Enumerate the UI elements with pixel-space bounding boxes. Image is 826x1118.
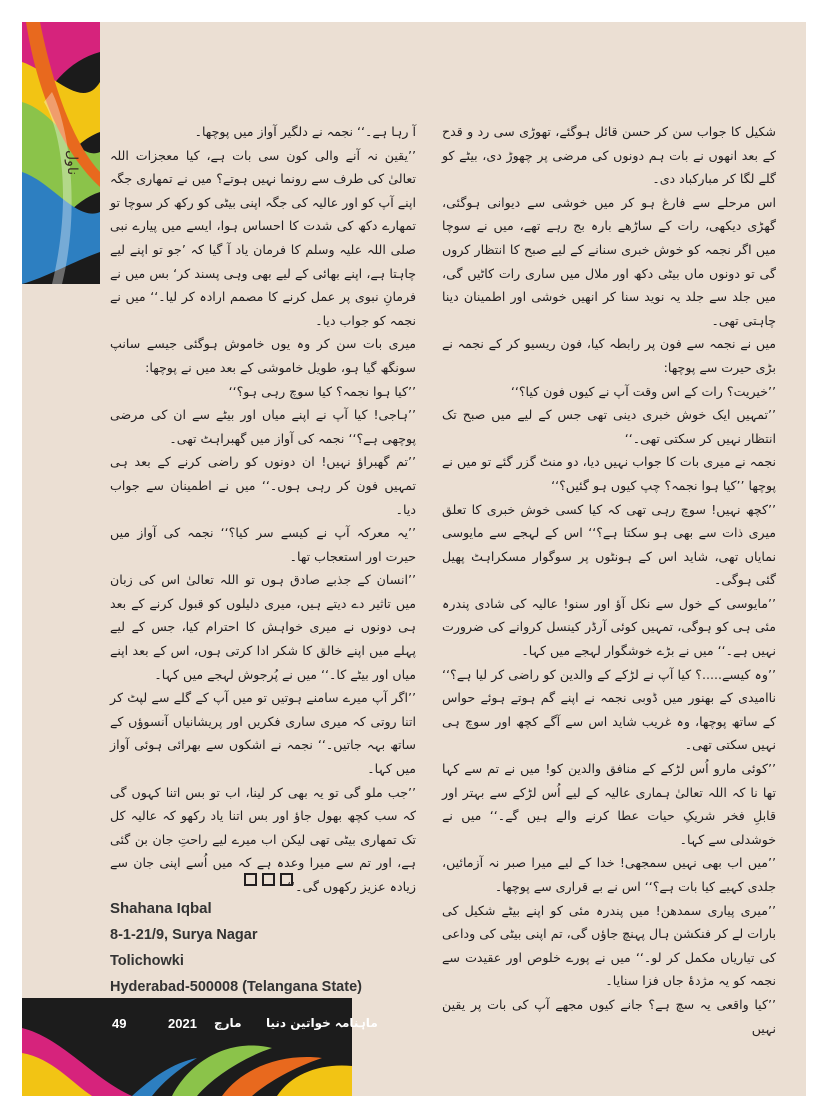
paragraph: ’’میں اب بھی نہیں سمجھی! خدا کے لیے میرا صبر نہ آزمائیں، جلدی کہیے کیا بات ہے؟‘‘ اس نے بے قراری سے پوچھا۔ [442,855,776,894]
paragraph: ’’تمہیں ایک خوش خبری دینی تھی جس کے لیے میں صبح تک انتظار نہیں کر سکتی تھی۔‘‘ [442,407,776,446]
square-icon [280,873,293,886]
decorative-swirl-top [22,22,100,284]
paragraph: ’’خیریت؟ رات کے اس وقت آپ نے کیوں فون کیا؟‘‘ [510,383,776,399]
article-column-right [442,120,776,1040]
paragraph: میں نے نجمہ سے فون پر رابطہ کیا، فون ریسیو کر کے نجمہ نے بڑی حیرت سے پوچھا: [442,336,776,375]
square-icon [262,873,275,886]
author-byline [110,896,400,1000]
paragraph: ’’مایوسی کے خول سے نکل آؤ اور سنو! عالیہ کی شادی پندرہ مئی ہی کو ہوگی، تمہیں کوئی آرڈر کینسل کروانے کی ضرورت نہیں ہے۔‘‘ میں نے بڑے خوشگوار لہجے میں کہا۔ [442,595,776,659]
paragraph: ’’اگر آپ میرے سامنے ہوتیں تو میں آپ کے گلے سے لپٹ کر اتنا روتی کہ میری ساری فکریں اور پریشانیاں آنسوؤں کے ساتھ بہہ جاتیں۔‘‘ نجمہ نے اشکوں سے بھرائی ہوئی آواز میں کہا۔ [110,690,416,777]
paragraph: ’’کچھ نہیں! سوچ رہی تھی کہ کیا کسی خوش خبری کا تعلق میری ذات سے بھی ہو سکتا ہے؟‘‘ اس کے لہجے سے مایوسی نمایاں تھی، شاید اس کے ہونٹوں پر سوگوار مسکراہٹ پھیل گئی ہوگی۔ [442,501,776,588]
paragraph: ’’یہ معرکہ آپ نے کیسے سر کیا؟‘‘ نجمہ کی آواز میں حیرت اور استعجاب تھا۔ [110,525,416,564]
paragraph: میری بات سن کر وہ یوں خاموش ہوگئی جیسے سانپ سونگھ گیا ہو، طویل خاموشی کے بعد میں نے پوچھا: [110,336,416,375]
paragraph: شکیل کا جواب سن کر حسن قائل ہوگئے، تھوڑی سی رد و قدح کے بعد انھوں نے بات ہم دونوں کی مرضی پر چھوڑ دی، بیٹے کو گلے لگا کر مبارکباد دی۔ [442,124,776,187]
section-label: ناول [64,150,80,176]
paragraph: ’’جب ملو گی تو یہ بھی کر لینا، اب تو بس اتنا کہوں گی کہ سب کچھ بھول جاؤ اور بس اتنا یاد رکھو کہ عالیہ کل تک تمھاری بیٹی تھی لیکن اب میرے لیے راحتِ جان بن گئی ہے، اور تم سے میرا وعدہ ہے کہ میں اُسے اپنی جان سے زیادہ عزیز رکھوں گی۔‘‘ [110,784,416,894]
issue-year: 2021 [168,1016,197,1031]
paragraph: ’’وہ کیسے.....؟ کیا آپ نے لڑکے کے والدین کو راضی کر لیا ہے؟‘‘ ناامیدی کے بھنور میں ڈوبی نجمہ نے اپنے گم ہوتے ہوئے حواس کے ساتھ پوچھا، وہ غریب شاید اس سے آگے کچھ اور سوچ ہی نہیں سکتی تھی۔ [442,666,776,753]
paragraph: ’’میری پیاری سمدھن! میں پندرہ مئی کو اپنے بیٹے شکیل کی بارات لے کر فنکشن ہال پہنچ جاؤں گی، تم اپنی بیٹی کی وداعی کی تیاریاں مکمل کر لو۔‘‘ میں نے پورے خلوص اور عقیدت سے نجمہ کو یہ مژدۂ جاں فزا سنایا۔ [442,902,776,989]
square-icon [244,873,257,886]
page-number: 49 [112,1016,127,1031]
author-address-line: Tolichowki [110,953,184,969]
author-name: Shahana Iqbal [110,900,212,917]
paragraph: اس مرحلے سے فارغ ہو کر میں خوشی سے دیوانی ہوگئی، گھڑی دیکھی، رات کے ساڑھے بارہ بج رہے تھے، میں نے سوچا میں اگر نجمہ کو خوش خبری سنانے کے لیے صبح کا انتظار کروں گی تو دونوں ماں بیٹی دکھ اور ملال میں ساری رات کاٹیں گی، میں جلد سے جلد یہ نوید سنا کر انھیں خوشی اور اطمینان دینا چاہتی تھی۔ [442,194,776,328]
paragraph: ’’کیا واقعی یہ سچ ہے؟ جانے کیوں مجھے آپ کی بات پر یقین نہیں [442,996,776,1036]
decorative-swirl-bottom [22,998,352,1096]
issue-month: مارچ [214,1016,242,1030]
paragraph: ’’تم گھبراؤ نہیں! ان دونوں کو راضی کرنے کے بعد ہی تمہیں فون کر رہی ہوں۔‘‘ میں نے اطمینان سے جواب دیا۔ [110,454,416,517]
paragraph: ’’کوئی مارو اُس لڑکے کے منافق والدین کو! میں نے تم سے کہا تھا نا کہ اللہ تعالیٰ ہماری عالیہ کے لیے اُس لڑکے سے بہتر اور قابلِ فخر شریکِ حیات عطا کرنے والے ہیں گے۔‘‘ میں نے خوشدلی سے کہا۔ [442,761,776,847]
magazine-name: ماہنامہ خواتین دنیا [266,1016,378,1030]
page-footer [110,1016,410,1036]
paragraph: ’’ہاجی! کیا آپ نے اپنے میاں اور بیٹے سے ان کی مرضی پوچھی ہے؟‘‘ نجمہ کی آواز میں گھبراہٹ تھی۔ [110,407,416,446]
paragraph: آ رہا ہے۔‘‘ نجمہ نے دلگیر آواز میں پوچھا۔ [194,124,416,139]
paragraph: نجمہ نے میری بات کا جواب نہیں دیا، دو منٹ گزر گئے تو میں نے پوچھا ’’کیا ہوا نجمہ؟ چپ کیوں ہو گئیں؟‘‘ [442,454,776,493]
paragraph: ’’انسان کے جذبے صادق ہوں تو اللہ تعالیٰ اس کی زبان میں تاثیر دے دیتے ہیں، میری دلیلوں کو قبول کرنے کے بعد ہی دونوں نے میری خواہش کا احترام کیا، جس کے لیے پہلے میں اپنے خالق کا شکر ادا کرتی ہوں، اس کے بعد اپنے میاں اور بیٹے کا۔‘‘ میں نے پُرجوش لہجے میں کہا۔ [110,572,416,682]
paragraph: ’’کیا ہوا نجمہ؟ کیا سوچ رہی ہو؟‘‘ [228,383,416,399]
author-address-line: Hyderabad-500008 (Telangana State) [110,979,362,995]
magazine-page [22,22,806,1096]
article-column-left [110,120,416,899]
paragraph: ’’یقین نہ آنے والی کون سی بات ہے، کیا معجزات اللہ تعالیٰ کی طرف سے رونما نہیں ہوتے؟ میں نے تمھاری جگہ اپنے آپ کو اور عالیہ کی جگہ اپنی بیٹی کو رکھ کر سوچا تو تمھارے دکھ کی شدت کا احساس ہوا، ایسے میں پیارے نبی صلی اللہ علیہ وسلم کا فرمان یاد آ گیا کہ ’جو تو اپنے لیے چاہتا ہے، اپنے بھائی کے لیے بھی وہی پسند کر‘ بس میں نے فرمانِ نبوی پر عمل کرنے کا مصمم ارادہ کر لیا۔‘‘ میں نے نجمہ کو جواب دیا۔ [110,147,416,328]
author-address-line: 8-1-21/9, Surya Nagar [110,927,258,943]
section-separator [244,873,293,886]
